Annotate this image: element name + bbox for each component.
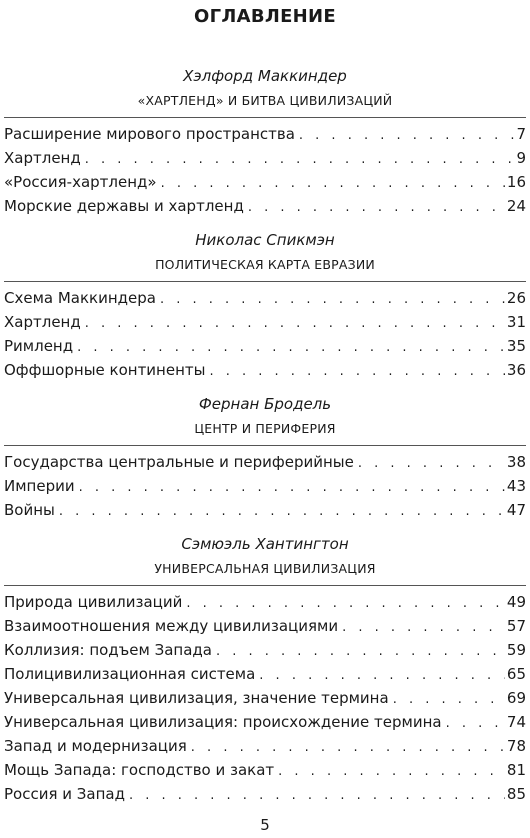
entry-page: 9 (516, 149, 526, 167)
toc-entry[interactable] (4, 146, 526, 170)
entry-label: Универсальная цивилизация, значение термина (4, 689, 389, 707)
entry-label: Войны (4, 501, 55, 519)
section-author: Хэлфорд Маккиндер (183, 67, 347, 85)
entry-page: 81 (506, 761, 526, 779)
section-author: Фернан Бродель (198, 395, 332, 413)
entry-page: 69 (506, 689, 526, 707)
leader-dots (161, 172, 505, 196)
entry-page: 35 (506, 337, 526, 355)
toc-entry[interactable] (4, 334, 526, 358)
toc-entry[interactable] (4, 498, 526, 522)
entry-label: Государства центральные и периферийные (4, 453, 354, 471)
entry-page: 74 (506, 713, 526, 731)
entry-label: Природа цивилизаций (4, 593, 183, 611)
entry-page: 31 (506, 313, 526, 331)
entry-label: «Россия-хартленд» (4, 173, 157, 191)
entry-label: Империи (4, 477, 75, 495)
toc-entry[interactable] (4, 686, 526, 710)
entry-page: 43 (506, 477, 526, 495)
entry-label: Морские державы и хартленд (4, 197, 244, 215)
entry-label: Хартленд (4, 149, 81, 167)
entry-label: Коллизия: подъем Запада (4, 641, 212, 659)
toc-entry[interactable] (4, 170, 526, 194)
leader-dots (248, 196, 505, 220)
leader-dots (216, 640, 505, 664)
toc-entry[interactable] (4, 474, 526, 498)
section-author: Сэмюэль Хантингтон (181, 535, 349, 553)
leader-dots (191, 736, 505, 760)
leader-dots (299, 124, 515, 148)
section-divider (4, 281, 526, 282)
entry-page: 65 (506, 665, 526, 683)
leader-dots (358, 452, 505, 476)
entry-label: Универсальная цивилизация: происхождение термина (4, 713, 442, 731)
leader-dots (79, 476, 505, 500)
entry-label: Оффшорные континенты (4, 361, 206, 379)
page-title: ОГЛАВЛЕНИЕ (193, 6, 337, 27)
section-subtitle: ЦЕНТР И ПЕРИФЕРИЯ (194, 421, 336, 436)
toc-entries (0, 286, 530, 382)
entry-page: 78 (506, 737, 526, 755)
toc-entries (0, 122, 530, 218)
toc-section (0, 64, 530, 218)
entry-label: Схема Маккиндера (4, 289, 156, 307)
entry-page: 7 (516, 125, 526, 143)
entry-page: 57 (506, 617, 526, 635)
leader-dots (393, 688, 505, 712)
toc-entry[interactable] (4, 194, 526, 218)
toc-entry[interactable] (4, 662, 526, 686)
section-subtitle: «ХАРТЛЕНД» И БИТВА ЦИВИЛИЗАЦИЙ (137, 93, 393, 108)
entry-page: 38 (506, 453, 526, 471)
leader-dots (209, 360, 504, 384)
leader-dots (77, 336, 505, 360)
toc-section (0, 532, 530, 806)
section-author: Николас Спикмэн (195, 231, 335, 249)
entry-page: 85 (506, 785, 526, 803)
toc-entry[interactable] (4, 286, 526, 310)
entry-label: Мощь Запада: господство и закат (4, 761, 275, 779)
leader-dots (446, 712, 505, 736)
toc-entries (0, 450, 530, 522)
toc-entry[interactable] (4, 782, 526, 806)
section-subtitle: ПОЛИТИЧЕСКАЯ КАРТА ЕВРАЗИИ (155, 257, 375, 272)
section-divider (4, 117, 526, 118)
entry-page: 59 (506, 641, 526, 659)
leader-dots (278, 760, 505, 784)
section-subtitle: УНИВЕРСАЛЬНАЯ ЦИВИЛИЗАЦИЯ (154, 561, 376, 576)
leader-dots (129, 784, 505, 808)
entry-label: Запад и модернизация (4, 737, 187, 755)
toc-entry[interactable] (4, 310, 526, 334)
toc-entry[interactable] (4, 758, 526, 782)
toc-entry[interactable] (4, 734, 526, 758)
section-divider (4, 585, 526, 586)
toc-section (0, 392, 530, 522)
toc-entry[interactable] (4, 638, 526, 662)
entry-page: 26 (506, 289, 526, 307)
entry-label: Римленд (4, 337, 74, 355)
toc-entry[interactable] (4, 590, 526, 614)
entry-page: 24 (506, 197, 526, 215)
toc-entry[interactable] (4, 710, 526, 734)
section-divider (4, 445, 526, 446)
leader-dots (342, 616, 505, 640)
leader-dots (85, 312, 505, 336)
entry-label: Расширение мирового пространства (4, 125, 295, 143)
leader-dots (186, 592, 505, 616)
toc-entry[interactable] (4, 358, 526, 382)
leader-dots (85, 148, 515, 172)
entry-page: 47 (506, 501, 526, 519)
entry-label: Полицивилизационная система (4, 665, 256, 683)
toc-entry[interactable] (4, 122, 526, 146)
toc-entry[interactable] (4, 614, 526, 638)
entry-label: Взаимоотношения между цивилизациями (4, 617, 339, 635)
entry-page: 49 (506, 593, 526, 611)
leader-dots (160, 288, 505, 312)
entry-page: 36 (506, 361, 526, 379)
page-number: 5 (260, 816, 270, 834)
leader-dots (59, 500, 505, 524)
toc-section (0, 228, 530, 382)
entry-label: Россия и Запад (4, 785, 125, 803)
entry-page: 16 (506, 173, 526, 191)
toc-entries (0, 590, 530, 806)
entry-label: Хартленд (4, 313, 81, 331)
toc-entry[interactable] (4, 450, 526, 474)
leader-dots (259, 664, 505, 688)
